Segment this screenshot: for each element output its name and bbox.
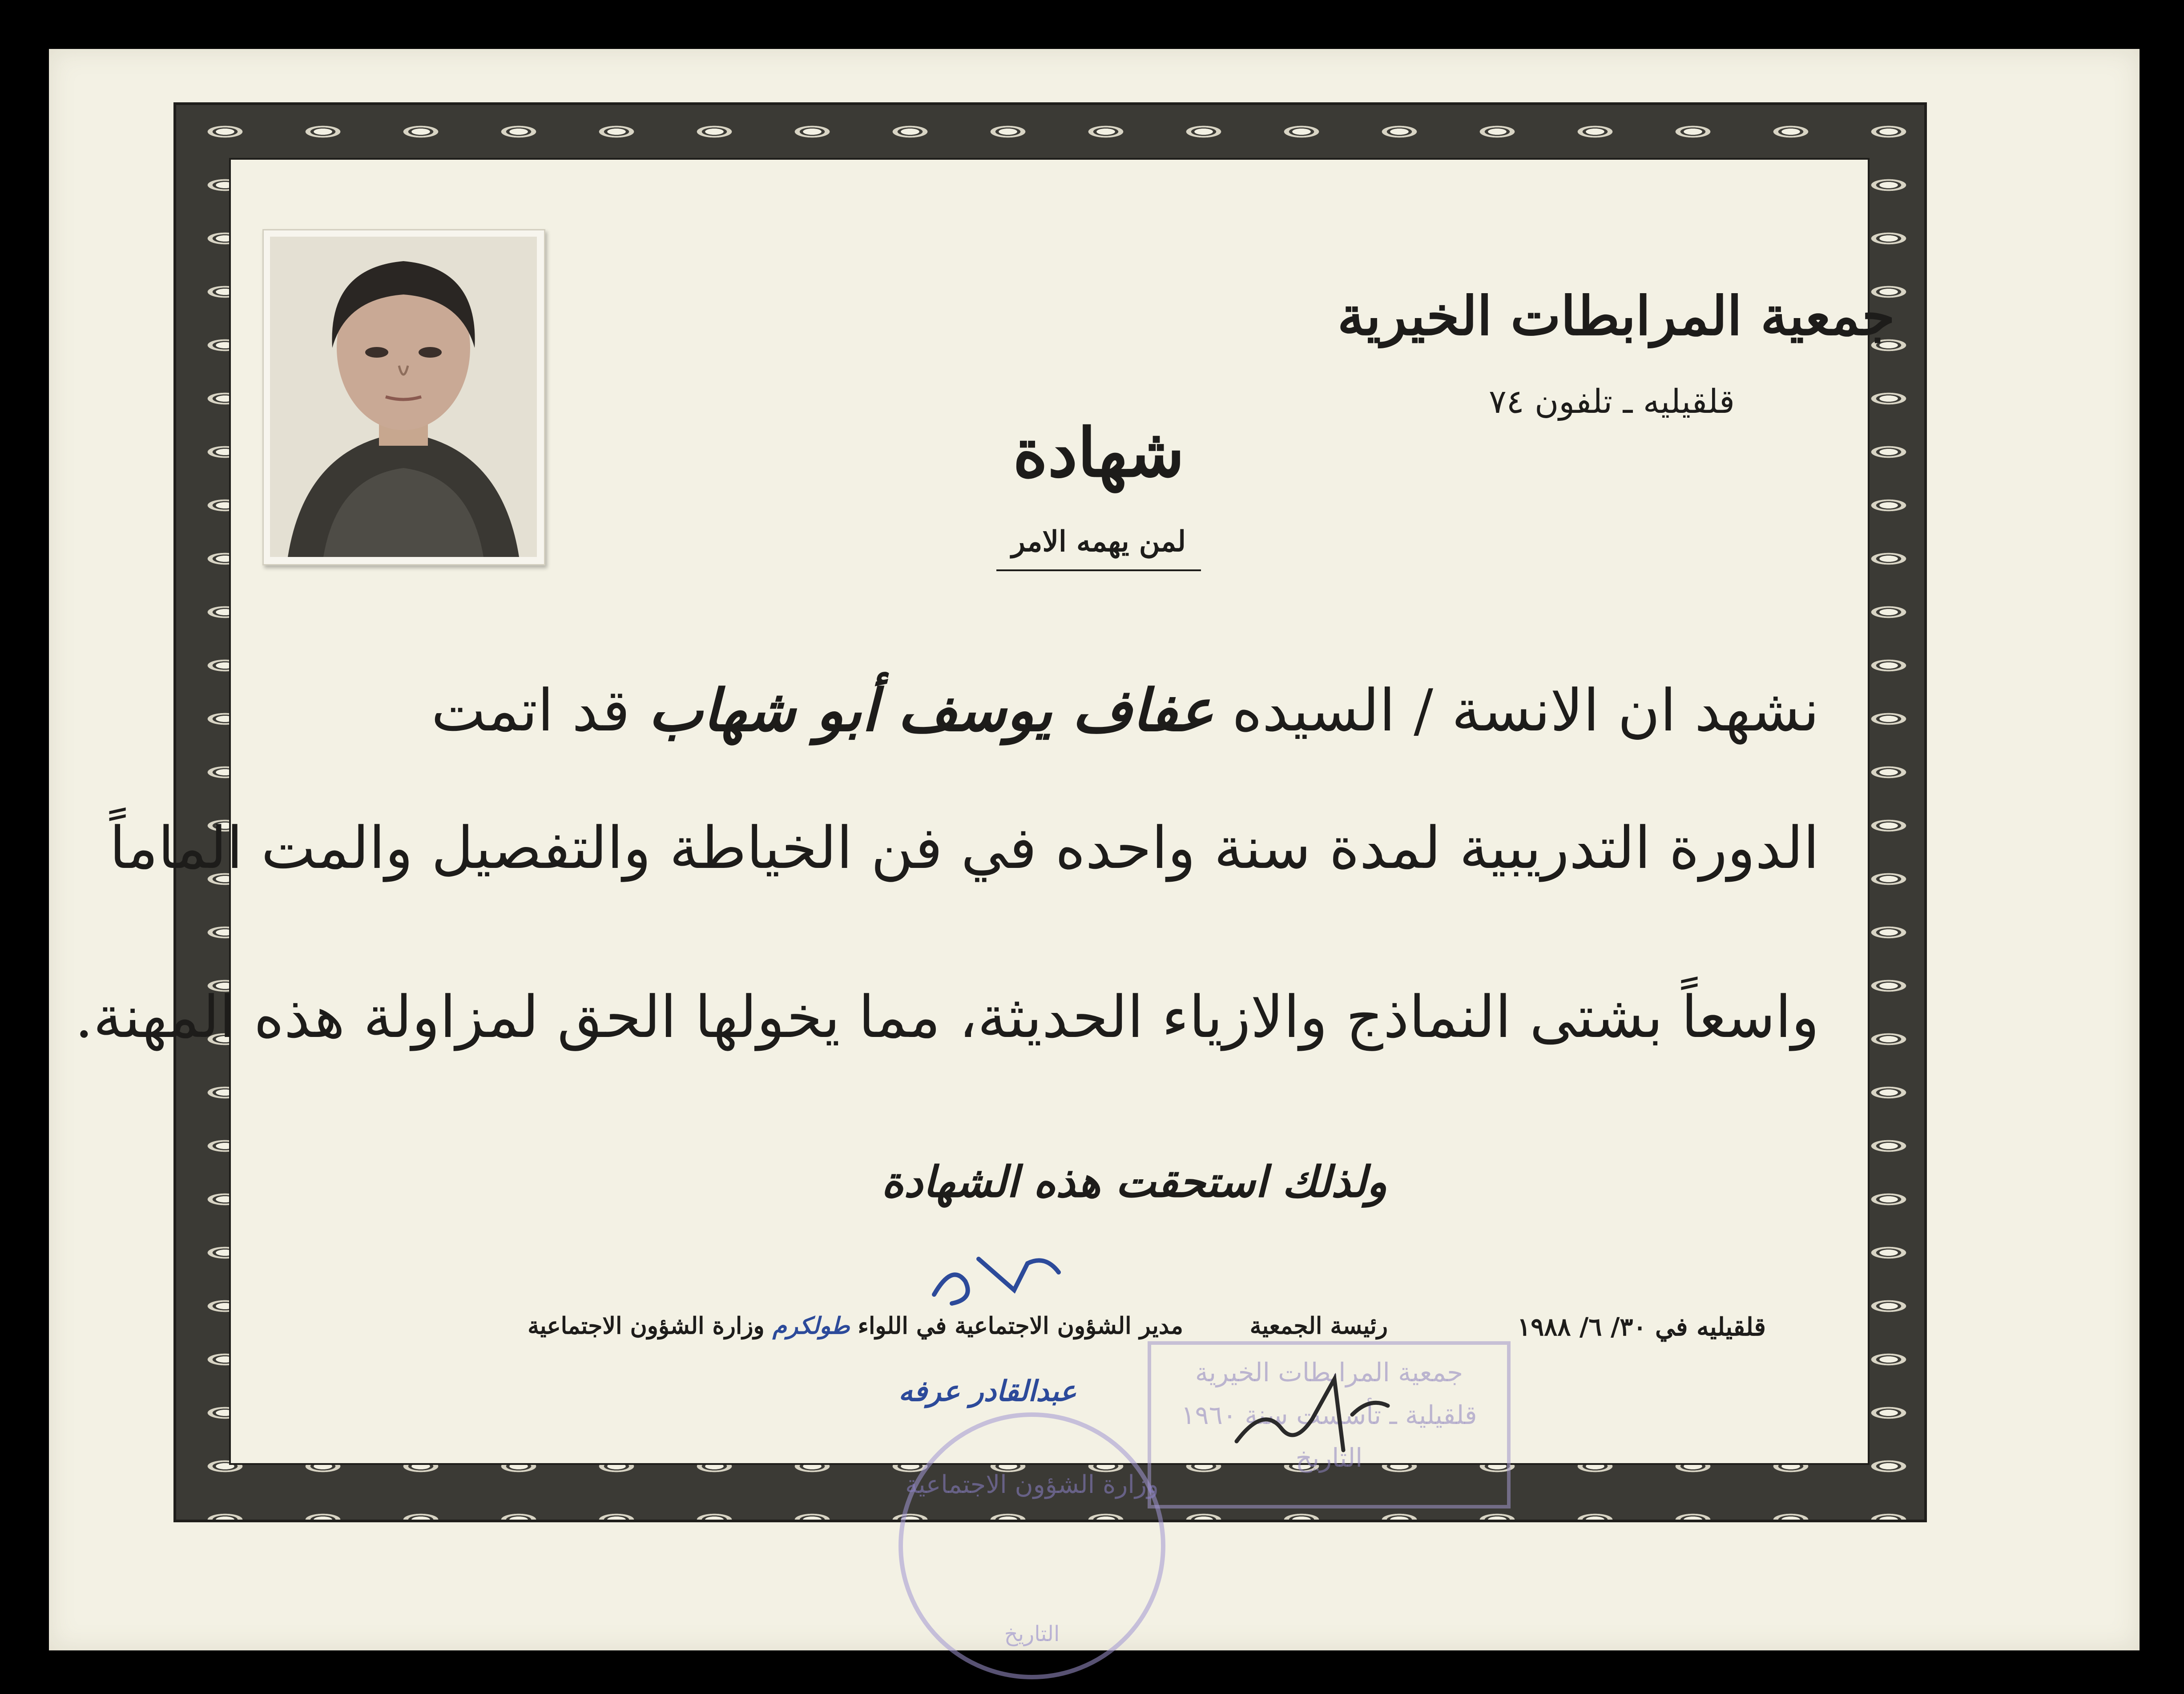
director-label-prefix: مدير الشؤون الاجتماعية في اللواء [858, 1312, 1183, 1339]
issue-date: قلقيليه في ٣٠/ ٦/ ١٩٨٨ [1517, 1312, 1766, 1342]
director-signature [925, 1246, 1072, 1317]
ministry-stamp [899, 1412, 1165, 1679]
to-whom-it-may-concern: لمن يهمه الامر [996, 525, 1201, 571]
ministry-stamp-date: التاريخ [1004, 1621, 1060, 1646]
body-line-3: واسعاً بشتى النماذج والازياء الحديثة، مما يخولها الحق لمزاولة هذه المهنة. [75, 983, 1819, 1051]
president-signature [1228, 1361, 1397, 1468]
association-stamp-line1: جمعية المرابطات الخيرية [1195, 1357, 1463, 1387]
ministry-stamp-text: وزارة الشؤون الاجتماعية [905, 1470, 1159, 1499]
body-line-1 [351, 676, 1819, 744]
recipient-photo [262, 229, 545, 565]
director-handwritten-place: طولكرم [772, 1312, 850, 1339]
portrait-image [270, 237, 537, 557]
certificate-title: شهادة [1013, 414, 1185, 492]
recipient-name: عفاف يوسف أبو شهاب [648, 676, 1214, 744]
director-handwritten-name: عبدالقادر عرفه [898, 1375, 1077, 1408]
president-label: رئيسة الجمعية [1249, 1312, 1388, 1339]
organization-name: جمعية المرابطات الخيرية [1337, 285, 1895, 347]
association-stamp-line2: قلقيلية ـ تأسست سنة ١٩٦٠ [1181, 1400, 1477, 1430]
conclusion-text: ولذلك استحقت هذه الشهادة [881, 1157, 1387, 1207]
body-line-1-prefix: نشهد ان الانسة / السيده [1232, 677, 1819, 744]
association-stamp-line3: التاريخ [1295, 1443, 1363, 1473]
location-phone: قلقيليه ـ تلفون ٧٤ [1489, 383, 1735, 421]
director-label-suffix: وزارة الشؤون الاجتماعية [528, 1312, 765, 1339]
body-line-2: الدورة التدريبية لمدة سنة واحده في فن الخياطة والتفصيل والمت الماماً [109, 814, 1819, 882]
body-line-1-suffix: قد اتمت [431, 677, 630, 744]
